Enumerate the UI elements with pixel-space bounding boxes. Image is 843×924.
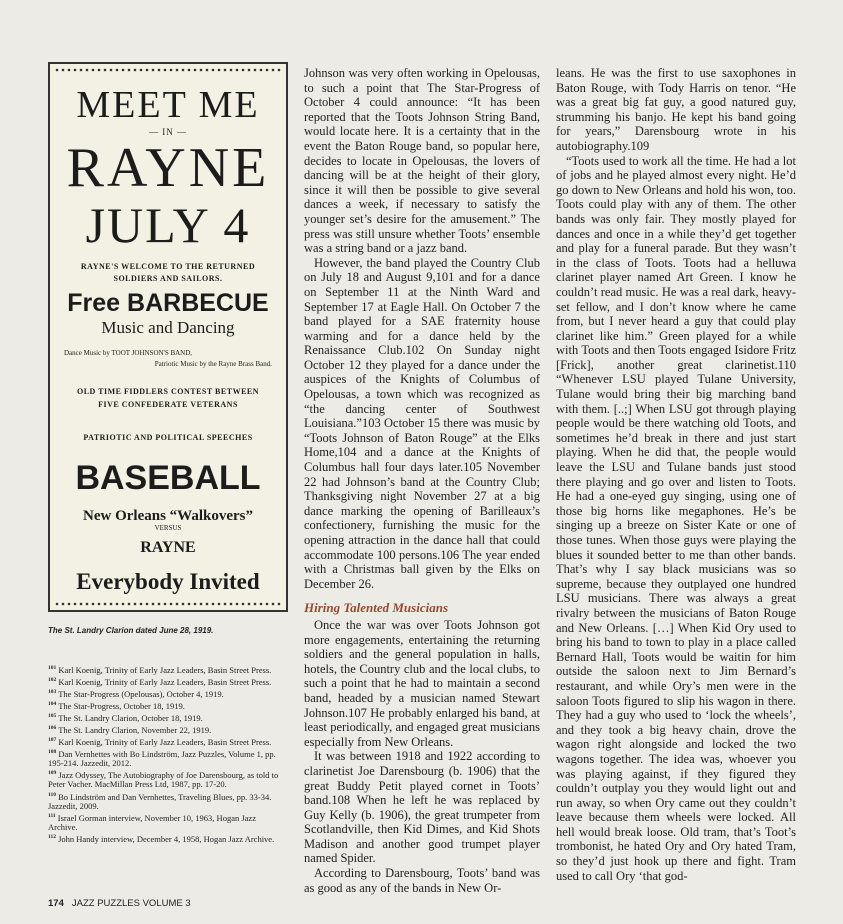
- ad-baseball: BASEBALL: [75, 459, 261, 497]
- text-column-left: [304, 66, 540, 895]
- section-heading: Hiring Talented Musicians: [304, 600, 448, 616]
- footnote: $^{105}$ The St. Landry Clarion, October 18, 1919.: [48, 712, 203, 723]
- footnote: $^{107}$ Karl Koenig, Trinity of Early Jazz Leaders, Basin Street Press.: [48, 737, 272, 748]
- ad-date: JULY 4: [85, 197, 251, 253]
- footnote: $^{104}$ The Star-Progress, October 18, 1919.: [48, 700, 185, 711]
- paragraph: According to Darensbourg, Toots’ band was as good as any of the bands in New Or-: [304, 866, 540, 895]
- paragraph: Once the war was over Toots Johnson got more engagements, entertaining the returning soldiers and the general population in halls, hotels, the Country club and the local clubs, to such a point that he had to maintain a second band, headed by a musician named Stewart Johnson.107 He probably enlarged his band, at least periodically, and engaged great musicians especially from New Orleans.: [304, 617, 540, 749]
- book-title: JAZZ PUZZLES VOLUME 3: [71, 898, 191, 909]
- newspaper-advertisement: [48, 62, 288, 612]
- paragraph: It was between 1918 and 1922 according to clarinetist Joe Darensbourg (b. 1906) that the great Buddy Petit played cornet in Toots’ band.108 When he left he was replaced by Guy Kelly (b. 1906), the great trumpeter from Scotlandville, then Kid Dimes, and Kid Shots Madison and another good trumpet player named Spider.: [304, 749, 540, 866]
- ad-top-border: [54, 67, 282, 73]
- page-number: 174: [48, 898, 64, 909]
- ad-fiddlers-line2: FIVE CONFEDERATE VETERANS: [98, 400, 238, 409]
- ad-in: — IN —: [149, 127, 187, 137]
- page-footer: [48, 898, 191, 909]
- image-caption: The St. Landry Clarion dated June 28, 1919.: [48, 626, 214, 635]
- footnote: $^{101}$ Karl Koenig, Trinity of Early Jazz Leaders, Basin Street Press.: [48, 664, 272, 675]
- ad-speeches: PATRIOTIC AND POLITICAL SPEECHES: [83, 433, 253, 442]
- footnote: $^{112}$ John Handy interview, December 4, 1958, Hogan Jazz Archive.: [48, 833, 275, 844]
- text-column-right: [556, 66, 796, 883]
- footnote: $^{109}$ Jazz Odyssey, The Autobiography of Joe Darensbourg, as told to Peter Vacher. MacMillan Press Ltd, 1987, pp. 17-20.: [48, 770, 279, 790]
- ad-bottom-border: [54, 601, 282, 607]
- ad-dance-music: Dance Music by TOOT JOHNSON'S BAND,: [64, 349, 193, 357]
- footnotes: [48, 664, 286, 845]
- footnote: $^{103}$ The Star-Progress (Opelousas), October 4, 1919.: [48, 688, 224, 699]
- ad-versus: VERSUS: [154, 524, 182, 532]
- footnote: $^{108}$ Dan Vernhettes with Bo Lindström, Jazz Puzzles, Volume 1, pp. 195-214. Jazzedit, 2012.: [48, 749, 276, 769]
- paragraph: leans. He was the first to use saxophones in Baton Rouge, with Tody Harris on tenor. “He was a great big fat guy, a good natured guy, strumming his banjo. He kept his band going for years,” Darensbourg wrote in his autobiography.109: [556, 66, 796, 153]
- ad-free-barbecue: Free BARBECUE: [67, 289, 269, 317]
- ad-fiddlers-line1: OLD TIME FIDDLERS CONTEST BETWEEN: [76, 387, 260, 396]
- paragraph: “Toots used to work all the time. He had a lot of jobs and he played almost every night. He’d go down to New Orleans and hold his won, too. Toots could play with any of them. The other bands was only fair. They mostly played for dances and once in a while they’d get together and play for a funeral parade. But they wasn’t in the class of Toots. Toots had a helluwa clarinet player named Art Green. I know he couldn’t read music. He was a real dark, heavy-set fellow, and I don’t know where he came from, but I never heard a guy that could play clarinet like him.” Green played for a while with Toots and then Toots engaged Isidore Fritz [Frick], another great clarinetist.110 “Whenever LSU played Tulane University, Tulane would bring their big marching band with them. [..;] When LSU got through playing people would be there watching old Toots, and sometimes he’d break in there and just start playing. When he did that, the people would leave the LSU and Tulane bands just stood there playing and go over and listen to Toots. He had a one-eyed guy singing, using one of those big horns like megaphones. He’s be singing up a breeze on Sister Kate or one of those tunes. When those guys were playing the blues it sounded better to me than other bands. That’s why I say black musicians was so supreme, because they outplayed one hundred LSU musicians. There was always a great rivalry between the musicians of Baton Rouge and New Orleans. […] When Kid Ory used to bring his band to town to play in a place called Bernard Hall, Toots would be waitin for him outside the saloon next to Jim Bernard’s restaurant, and while Ory’s men were in the saloon Toots figured to slip his wagon in there. They had a guy who used to ‘lock the wheels’, and they took a big heavy chain, drove the wagon right alongside and locked the two wagons together. The idea was, whoever you was playing against, if they figured they couldn’t outplay you they would light out and run away, so when Ory came out they couldn’t leave because them wheels were locked. All hell would break loose. Old tram, that’s Toot’s trombonist, he hated Ory and Ory hated Tram, so they’d just hook up there and fight. Tram used to call Ory ‘that god-: [556, 153, 796, 883]
- footnote: $^{111}$ Israel Gorman interview, November 10, 1963, Hogan Jazz Archive.: [48, 812, 256, 832]
- ad-patriotic-music: Patriotic Music by the Rayne Brass Band.: [154, 360, 272, 368]
- paragraph: However, the band played the Country Club on July 18 and August 9,101 and for a dance on September 11 at the Ninth Ward and September 17 at Eagle Hall. On October 7 the band played for a SAE fraternity house warming and for a dance held by the Renaissance Club.102 On Sunday night October 12 they played for a dance under the auspices of the Knights of Columbus of Opelousas, a town which was recognized as “the dancing center of Southwest Louisiana.”103 October 15 there was music by “Toots Johnson of Baton Rouge” at the Elks Home,104 and a dance at the Knights of Columbus hall four days later.105 November 22 had Johnson’s band at the Country Club; Thanksgiving night November 27 at a big dance marking the opening of Barilleaux’s confectionery, furnishing the music for the opening attraction in the dance hall that could accommodate 100 persons.106 The year ended with a Christmas ball given by the Elks on December 26.: [304, 255, 540, 591]
- footnote: $^{102}$ Karl Koenig, Trinity of Early Jazz Leaders, Basin Street Press.: [48, 676, 272, 687]
- ad-welcome-line1: RAYNE'S WELCOME TO THE RETURNED: [80, 262, 256, 271]
- ad-town: RAYNE: [66, 137, 270, 199]
- footnote: $^{110}$ Bo Lindström and Dan Vernhettes, Traveling Blues, pp. 33-34. Jazzedit, 2009.: [48, 791, 272, 811]
- footnote: $^{106}$ The St. Landry Clarion, November 22, 1919.: [48, 724, 212, 735]
- paragraph: Johnson was very often working in Opelousas, to such a point that The Star-Progress of October 4 could announce: “It has been reported that the Toots Johnson String Band, would locate here. It is a certainty that in the event the Baton Rouge band, so popular here, decides to locate in Opelousas, the lovers of dancing will be at the height of their glory, since it will then be possible to give several dances a week, if necessary to satisfy the younger set’s desire for the amusement.” The press was still unsure whether Toots’ ensemble was a string band or a jazz band.: [304, 66, 540, 256]
- ad-rayne-team: RAYNE: [140, 539, 196, 556]
- ad-music-dancing: Music and Dancing: [101, 318, 235, 337]
- ad-walkovers: New Orleans “Walkovers”: [83, 508, 253, 524]
- ad-everybody-invited: Everybody Invited: [76, 569, 260, 594]
- ad-headline: MEET ME: [76, 84, 260, 126]
- ad-welcome-line2: SOLDIERS AND SAILORS.: [113, 274, 223, 283]
